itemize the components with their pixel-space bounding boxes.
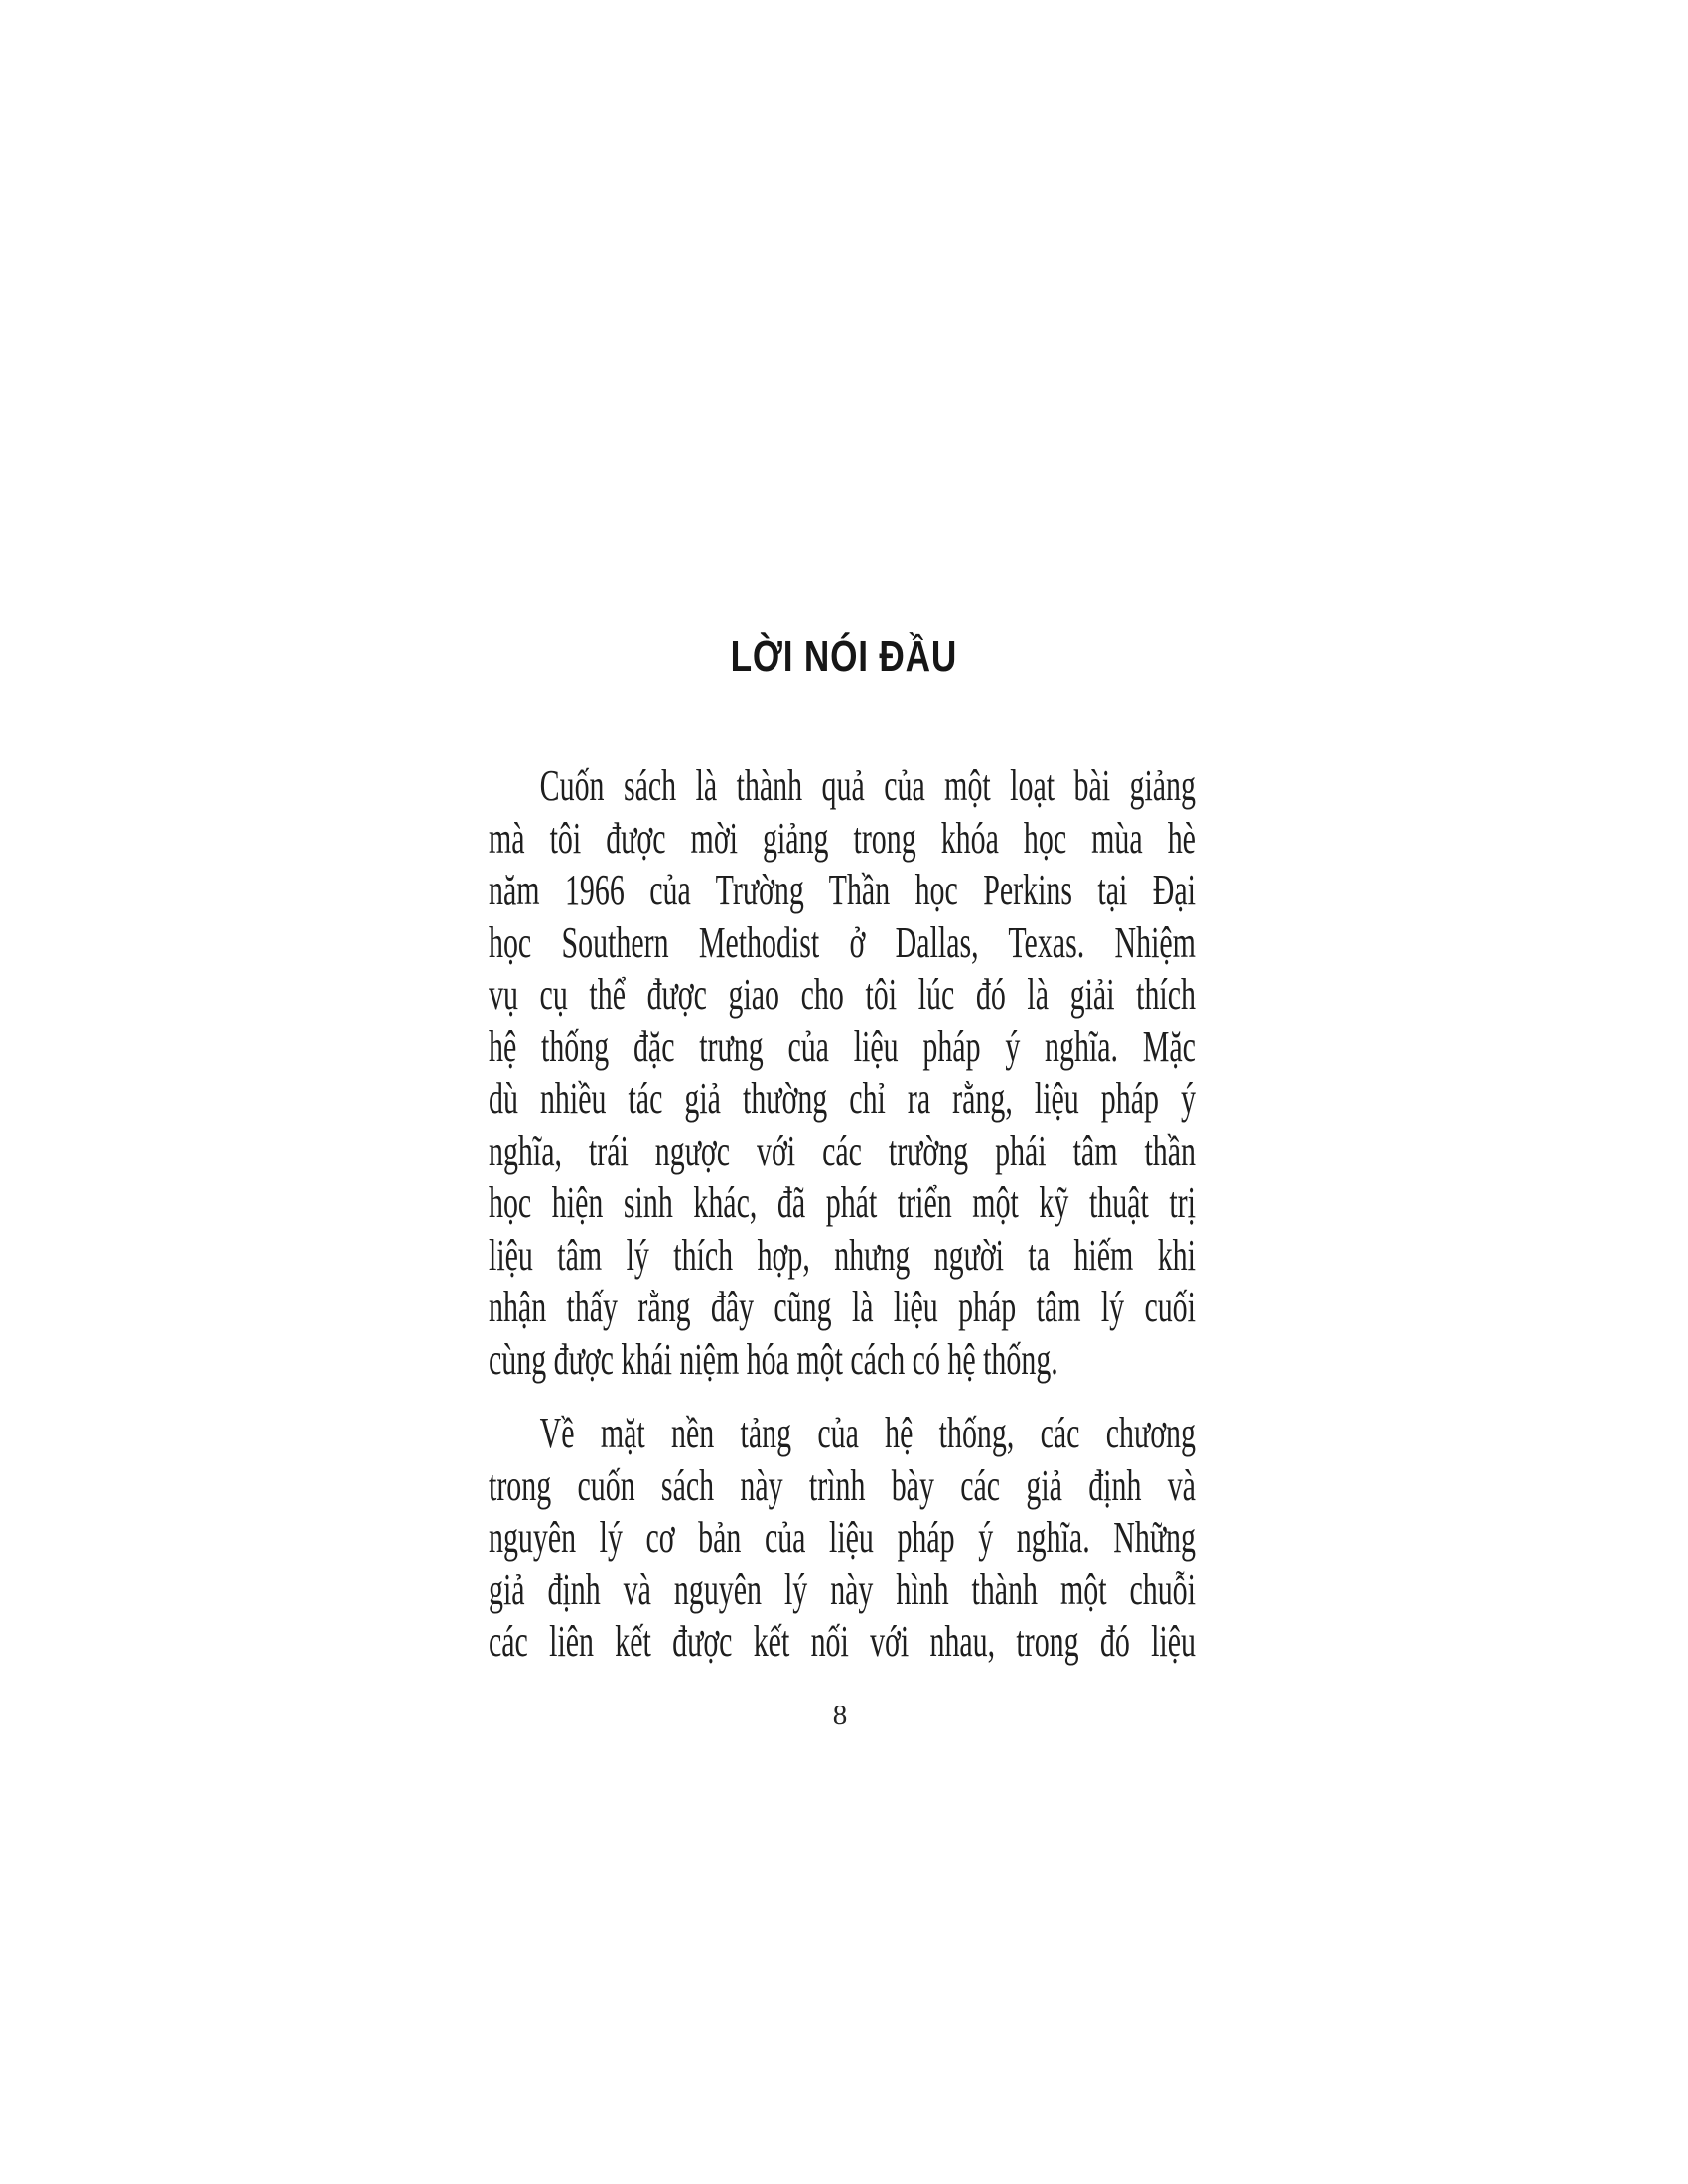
text-line: cùng được khái niệm hóa một cách có hệ thống. — [489, 1334, 1058, 1384]
paragraph-1 — [489, 760, 1196, 1386]
text-line: học hiện sinh khác, đã phát triển một kỹ thuật trị — [489, 1178, 1196, 1227]
text-line: vụ cụ thể được giao cho tôi lúc đó là giải thích — [489, 970, 1196, 1019]
text-line: các liên kết được kết nối với nhau, trong đó liệu — [489, 1617, 1196, 1666]
text-line: nghĩa, trái ngược với các trường phái tâm thần — [489, 1126, 1196, 1175]
text-line: giả định và nguyên lý này hình thành một chuỗi — [489, 1565, 1196, 1614]
body-text — [489, 760, 1196, 1669]
page-title: LỜI NÓI ĐẦU — [730, 632, 958, 681]
text-line: nhận thấy rằng đây cũng là liệu pháp tâm lý cuối — [489, 1283, 1196, 1331]
text-line: Cuốn sách là thành quả của một loạt bài giảng — [539, 761, 1196, 810]
chapter-title-row — [0, 631, 1688, 683]
page-number: 8 — [832, 1700, 848, 1731]
paragraph-2 — [489, 1408, 1196, 1669]
text-line: năm 1966 của Trường Thần học Perkins tại Đại — [489, 866, 1196, 914]
text-line: học Southern Methodist ở Dallas, Texas. Nhiệm — [489, 917, 1196, 967]
text-line: Về mặt nền tảng của hệ thống, các chương — [539, 1409, 1196, 1457]
text-line: hệ thống đặc trưng của liệu pháp ý nghĩa. Mặc — [489, 1022, 1196, 1071]
text-line: liệu tâm lý thích hợp, nhưng người ta hiếm khi — [489, 1230, 1196, 1280]
text-line: trong cuốn sách này trình bày các giả định và — [489, 1460, 1196, 1510]
text-line: dù nhiều tác giả thường chỉ ra rằng, liệu pháp ý — [489, 1074, 1196, 1123]
text-line: nguyên lý cơ bản của liệu pháp ý nghĩa. Những — [489, 1513, 1196, 1562]
text-line: mà tôi được mời giảng trong khóa học mùa hè — [489, 813, 1196, 863]
